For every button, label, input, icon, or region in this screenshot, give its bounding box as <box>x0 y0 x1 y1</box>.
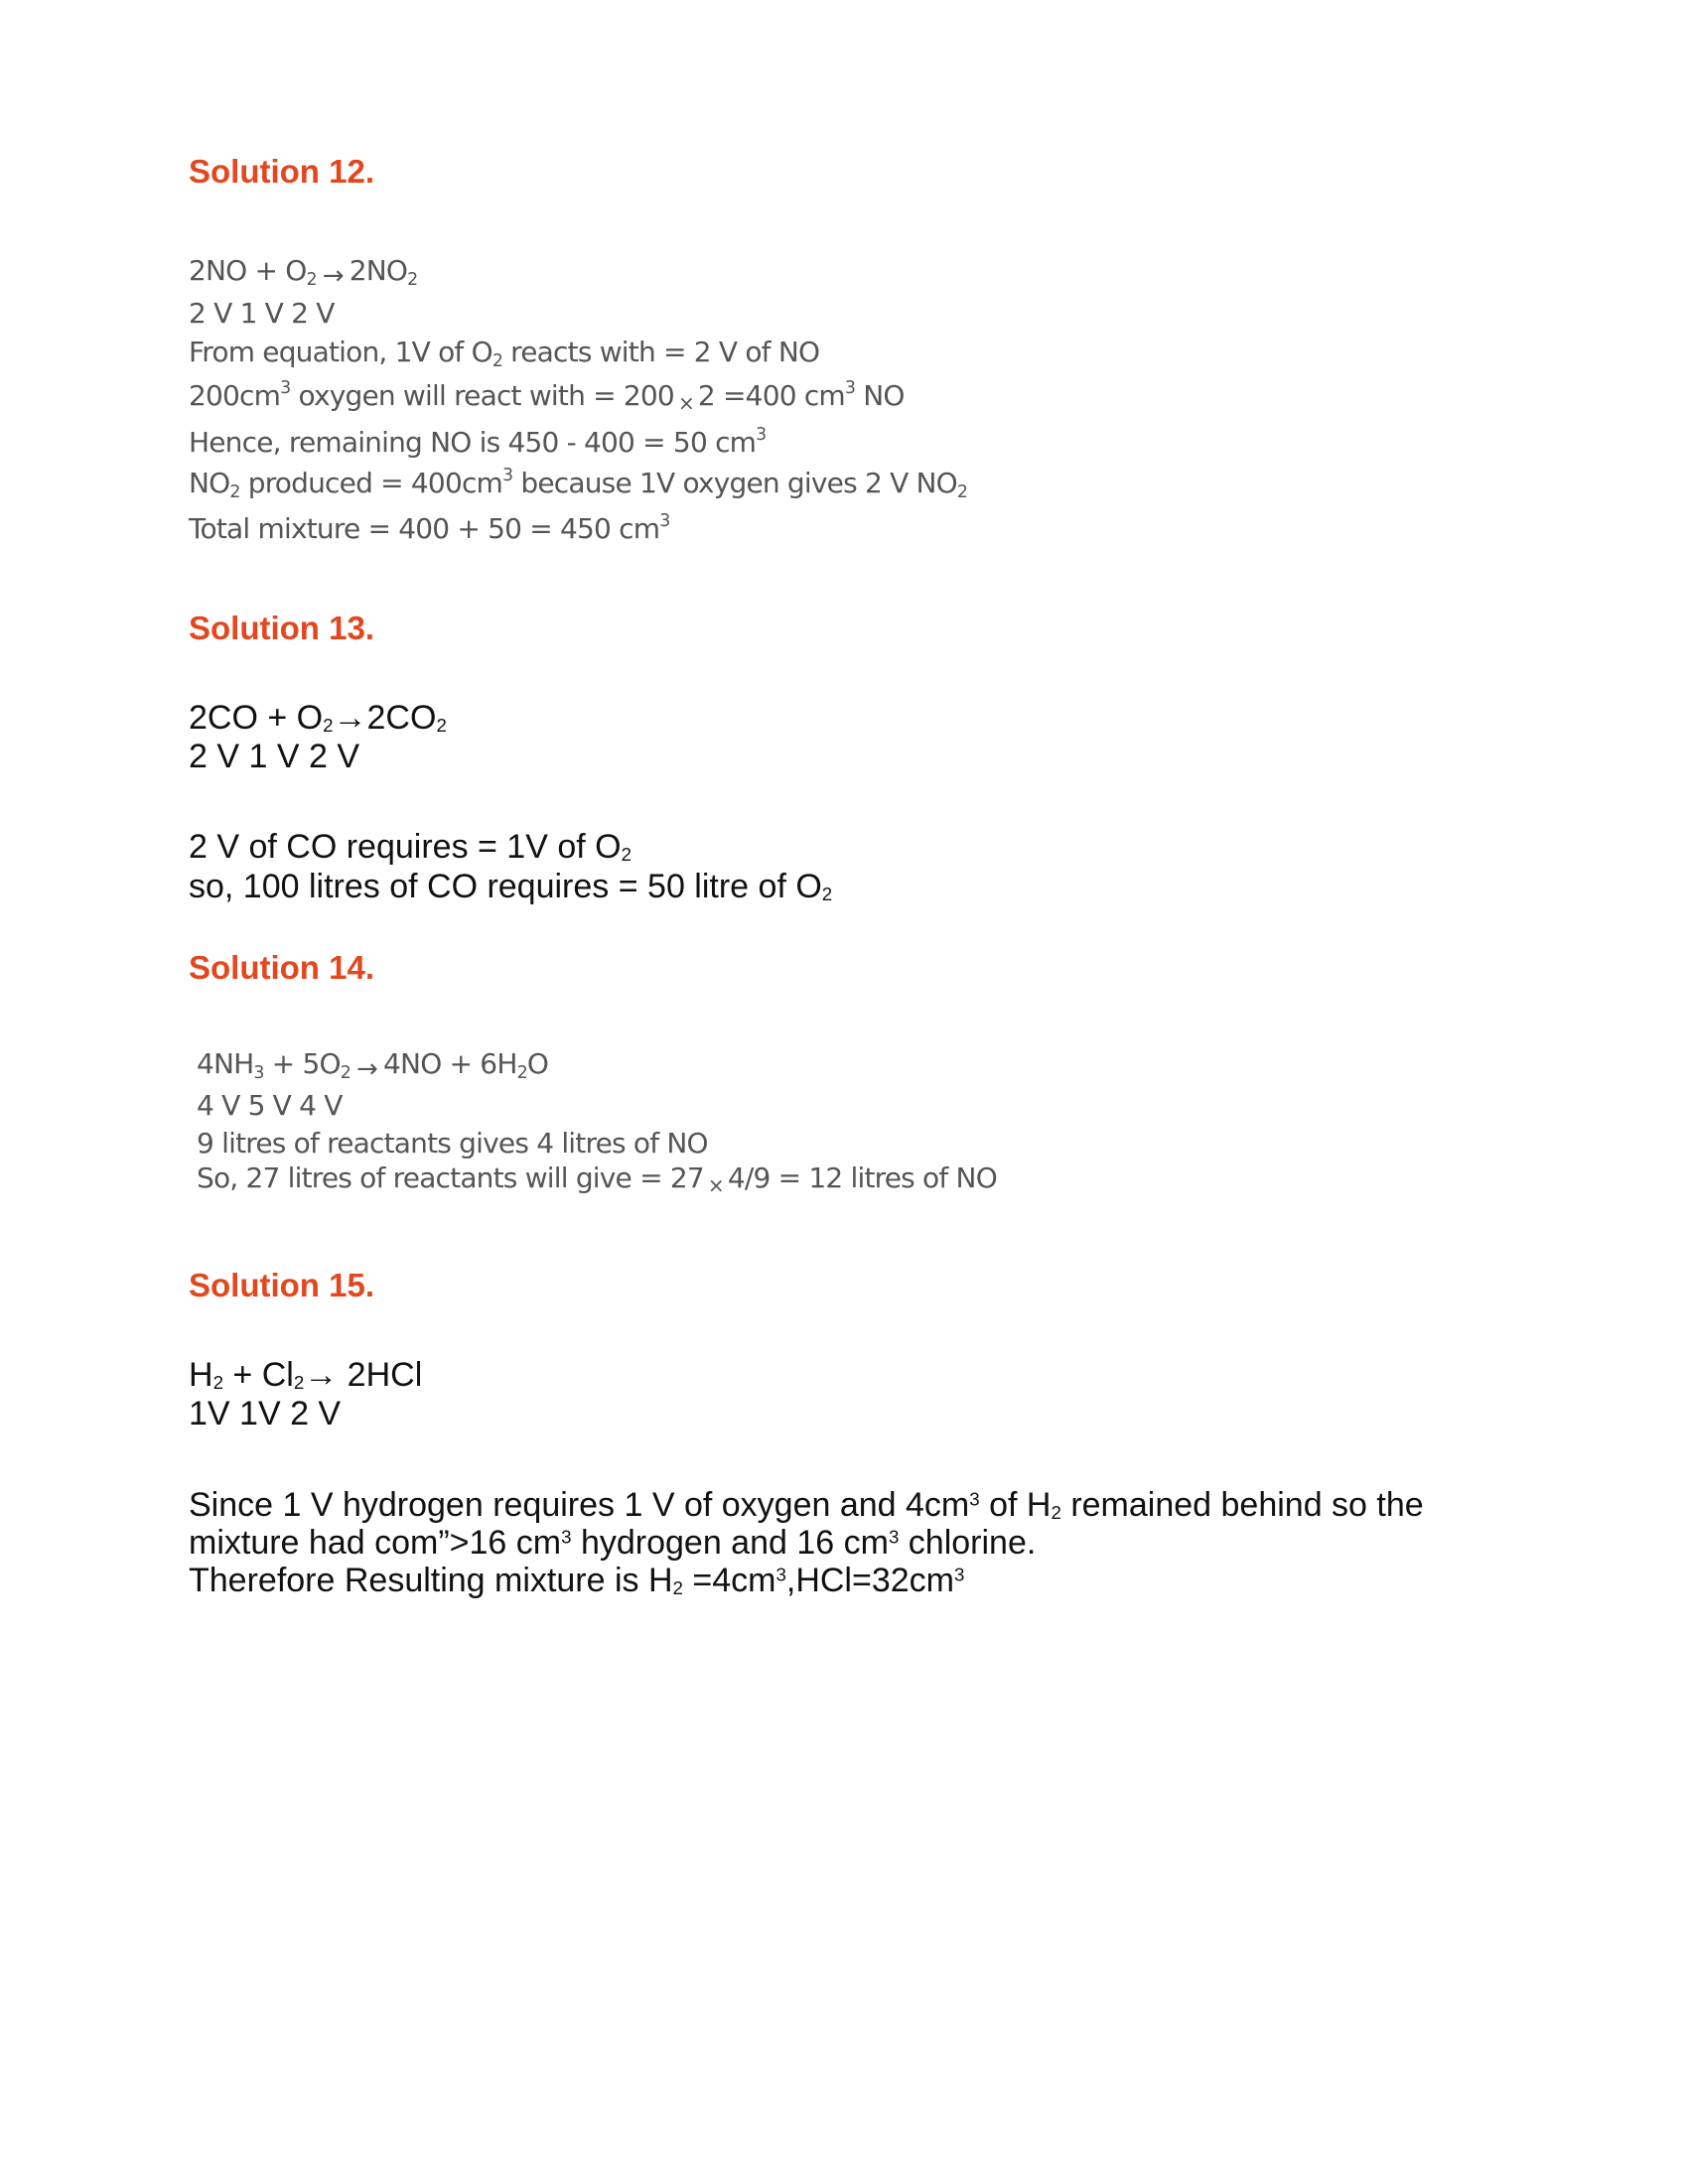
times-icon: × <box>677 391 694 415</box>
arrow-icon: → <box>322 260 344 291</box>
equation: $H_2 + Cl_2\to 2HCl$ <box>189 1356 423 1394</box>
arrow-icon: → <box>304 1356 339 1394</box>
text-line: Total mixture = 400 + 50 = 450 $cm^3$ <box>189 510 670 545</box>
arrow-icon: → <box>333 699 367 737</box>
volume-ratio: 1V 1V 2 V <box>189 1395 342 1433</box>
text-line: Hence, remaining NO is 450 - 400 = 50 $cm^3$ <box>189 424 767 459</box>
solution-12-heading: Solution 12. <box>189 153 375 190</box>
text-line: 2 V of CO requires = 1V of $O_2$ <box>189 828 632 866</box>
solution-14-body <box>197 1047 1090 1216</box>
solution-15-body <box>189 1356 1479 1614</box>
arrow-icon: → <box>356 1053 378 1084</box>
text-line: 9 litres of reactants gives 4 litres of NO <box>197 1127 708 1160</box>
text-line: Therefore Resulting mixture is $H_2 =4cm^3,HCl=32cm^3$ <box>189 1562 965 1599</box>
volume-ratio: 2 V 1 V 2 V <box>189 297 335 330</box>
text-line: From equation, 1V of $O_2$ reacts with = 2 V of NO <box>189 336 820 372</box>
text-line: $NO_2$ produced = $400cm^3$ because 1V oxygen gives 2 V $NO_2$ <box>189 465 968 503</box>
text-line: so, 100 litres of CO requires = 50 litre of $O_2$ <box>189 868 833 905</box>
volume-ratio: 4 V 5 V 4 V <box>197 1089 343 1122</box>
text-line: $200cm^3$ oxygen will react with = 200 × 2 =400 $cm^3$ NO <box>189 377 905 415</box>
solution-13-heading: Solution 13. <box>189 610 375 646</box>
volume-ratio: 2 V 1 V 2 V <box>189 738 359 775</box>
solution-14-heading: Solution 14. <box>189 949 375 986</box>
equation: $2CO + O_2\to 2CO_2$ <box>189 699 447 737</box>
equation: $4NH_3 + 5O_2 \to 4NO + 6H_2O$ <box>197 1047 549 1084</box>
text-line: mixture had com”>16 $cm^3$ hydrogen and 16 $cm^3$ chlorine. <box>189 1524 1037 1562</box>
text-line: So, 27 litres of reactants will give = 27 × 4/9 = 12 litres of NO <box>197 1161 997 1197</box>
solution-12-body <box>189 254 1082 552</box>
solution-15-heading: Solution 15. <box>189 1267 375 1303</box>
solution-13-body <box>189 699 1281 917</box>
times-icon: × <box>707 1173 724 1197</box>
equation: $2NO + O_2 \to 2NO_2$ <box>189 254 418 291</box>
text-line: Since 1 V hydrogen requires 1 V of oxygen and $4cm^3$ of $H_2$ remained behind so the <box>189 1486 1424 1524</box>
